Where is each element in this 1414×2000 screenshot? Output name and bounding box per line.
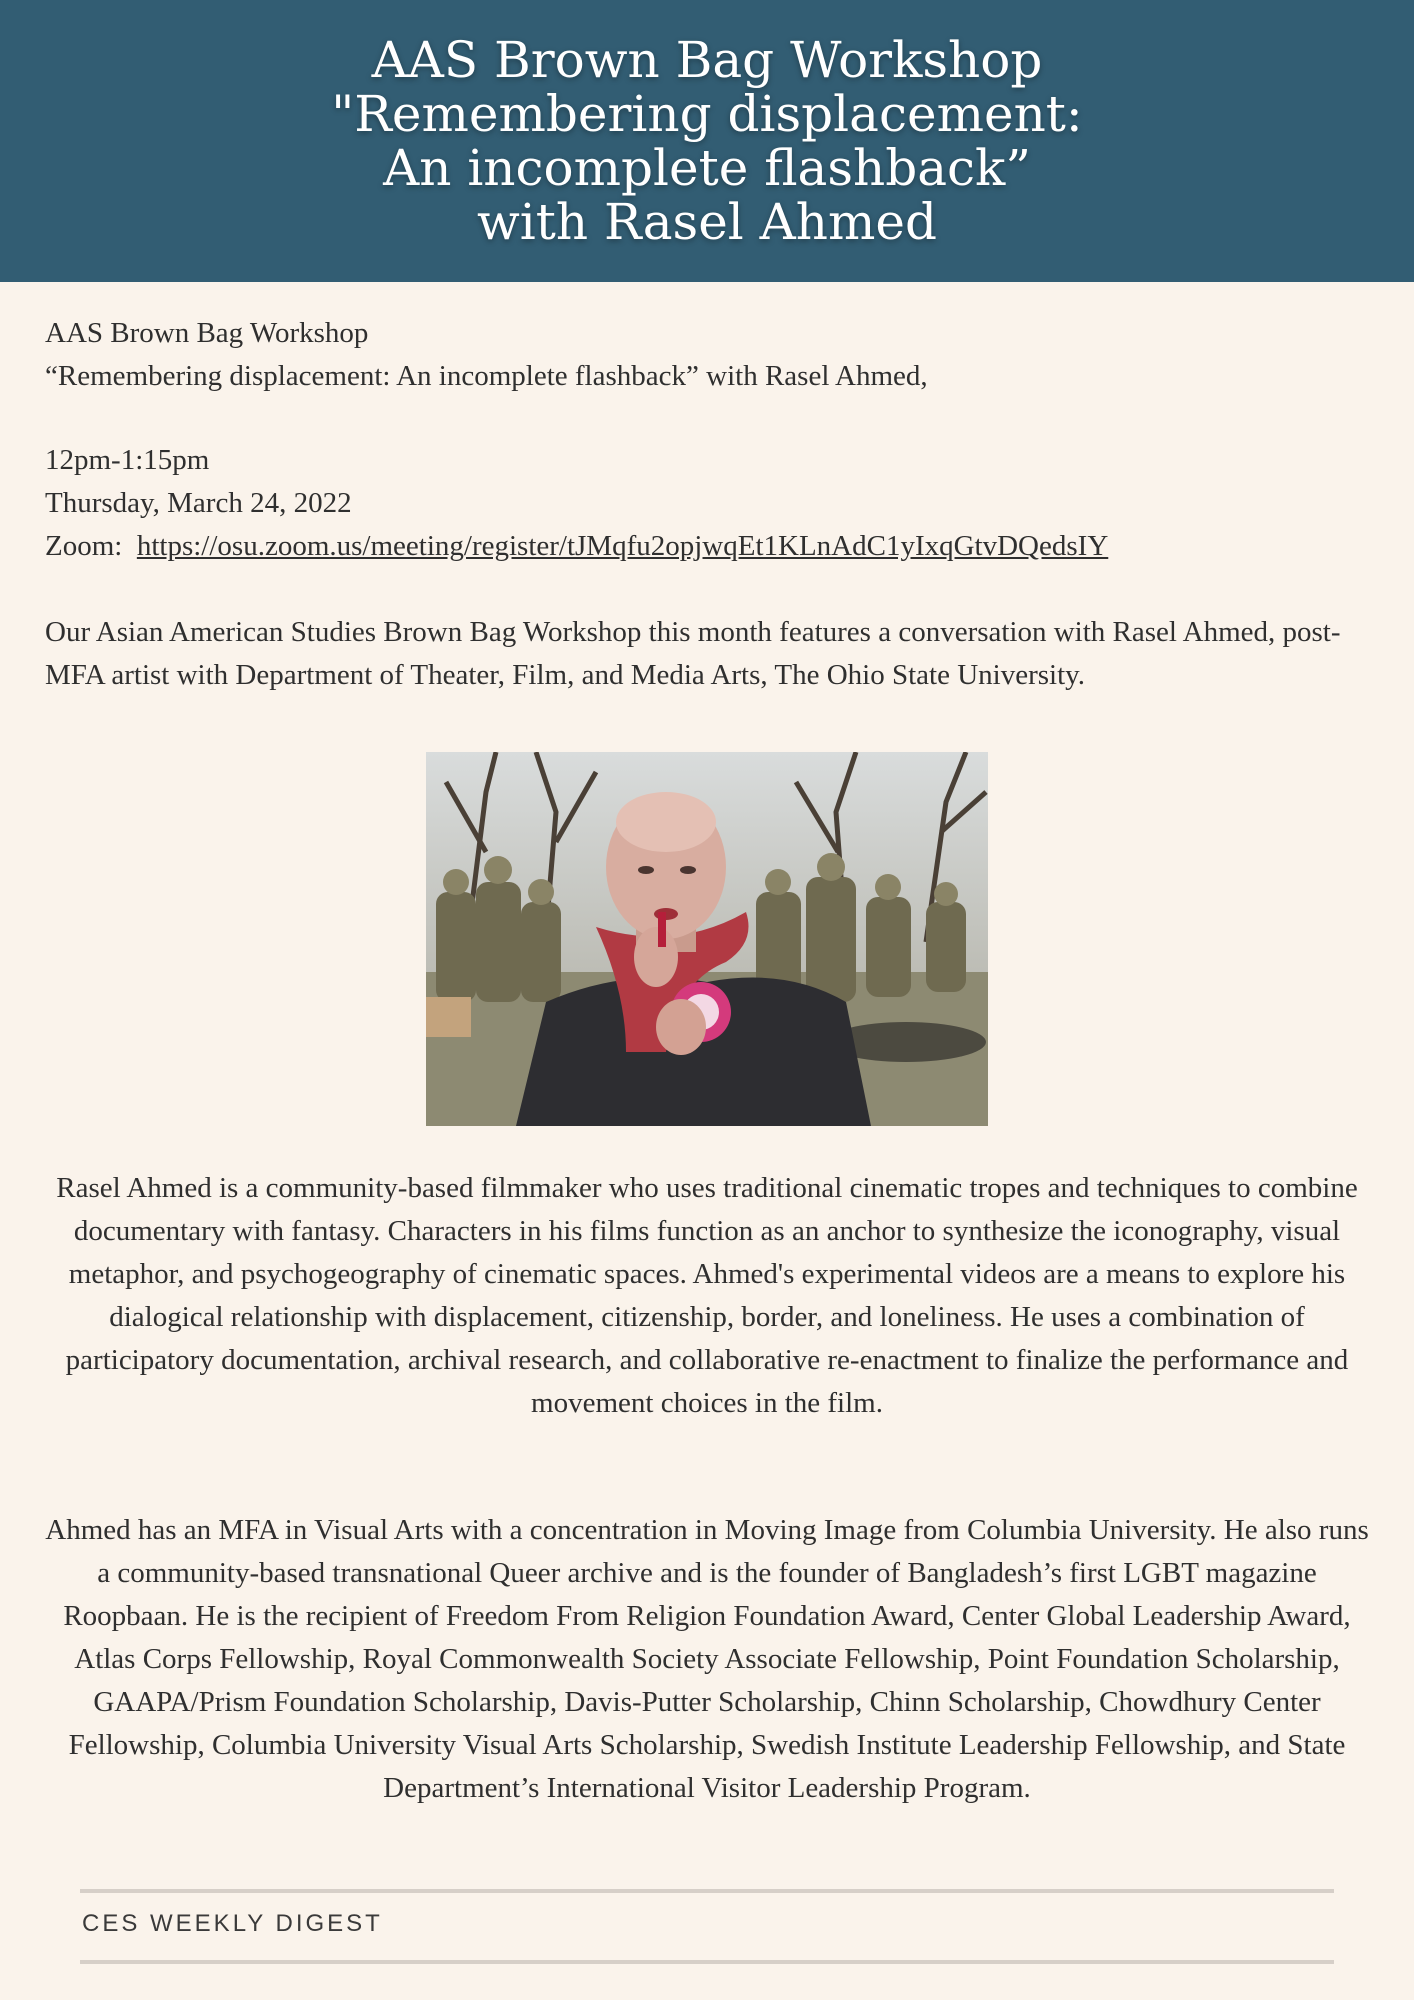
bio-paragraph-2: Ahmed has an MFA in Visual Arts with a concentration in Moving Image from Columbia University. He also runs a community-based transnational Queer archive and is the founder of Bangladesh’s first LGBT magazine Roopbaan. He is the recipient of Freedom From Religion Foundation Award, Center Global Leadership Award, Atlas Corps Fellowship, Royal Commonwealth Society Associate Fellowship, Point Foundation Scholarship, GAAPA/Prism Foundation Scholarship, Davis-Putter Scholarship, Chinn Scholarship, Chowdhury Center Fellowship, Columbia University Visual Arts Scholarship, Swedish Institute Leadership Fellowship, and State Department’s International Visitor Leadership Program. — [45, 1514, 1369, 1804]
footer-divider-top — [80, 1889, 1334, 1893]
zoom-line — [45, 525, 1375, 568]
speaker-photo — [426, 752, 988, 1126]
event-series: AAS Brown Bag Workshop — [45, 317, 369, 349]
event-time: 12pm-1:15pm — [45, 444, 210, 476]
bio-paragraph-1: Rasel Ahmed is a community-based filmmaker who uses traditional cinematic tropes and techniques to combine documentary with fantasy. Characters in his films function as an anchor to synthesize the iconography, visual metaphor, and psychogeography of cinematic spaces. Ahmed's experimental videos are a means to explore his dialogical relationship with displacement, citizenship, border, and loneliness. He uses a combination of participatory documentation, archival research, and collaborative re-enactment to finalize the performance and movement choices in the film. — [56, 1172, 1358, 1419]
header-title-line-2: "Remembering displacement: — [331, 85, 1083, 143]
footer-digest-label: CES WEEKLY DIGEST — [82, 1910, 383, 1937]
header-title-line-4: with Rasel Ahmed — [476, 193, 938, 251]
zoom-label: Zoom: — [45, 530, 123, 562]
header-title-line-3: An incomplete flashback” — [383, 139, 1031, 197]
event-date: Thursday, March 24, 2022 — [45, 487, 352, 519]
event-title: “Remembering displacement: An incomplete flashback” with Rasel Ahmed, — [45, 360, 928, 392]
zoom-link[interactable]: https://osu.zoom.us/meeting/register/tJMqfu2opjwqEt1KLnAdC1yIxqGtvDQedsIY — [136, 530, 1109, 562]
footer-divider-bottom — [80, 1960, 1334, 1964]
intro-paragraph: Our Asian American Studies Brown Bag Workshop this month features a conversation with Rasel Ahmed, post-MFA artist with Department of Theater, Film, and Media Arts, The Ohio State University. — [45, 616, 1341, 691]
header-banner — [0, 0, 1414, 282]
header-title-line-1: AAS Brown Bag Workshop — [371, 31, 1043, 89]
event-info — [45, 312, 1375, 568]
